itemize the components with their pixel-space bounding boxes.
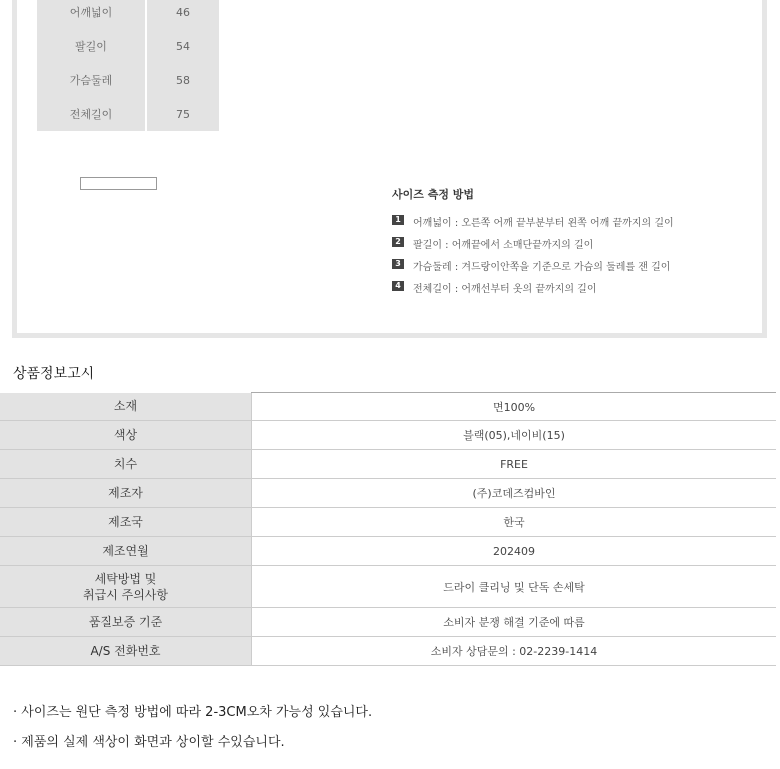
measure-list bbox=[392, 214, 674, 302]
measure-item bbox=[392, 214, 674, 236]
note-text: · 사이즈는 원단 측정 방법에 따라 2-3CM오차 가능성 있습니다. bbox=[13, 705, 373, 720]
measure-item bbox=[392, 258, 674, 280]
product-info-table bbox=[0, 392, 776, 666]
number-badge-icon: 3 bbox=[392, 259, 404, 269]
info-key: A/S 전화번호 bbox=[0, 637, 252, 666]
size-value: 54 bbox=[146, 29, 219, 63]
info-key: 소재 bbox=[0, 393, 252, 421]
info-value: (주)코데즈컴바인 bbox=[252, 479, 777, 508]
number-badge-icon: 2 bbox=[392, 237, 404, 247]
note-text: · 제품의 실제 색상이 화면과 상이할 수있습니다. bbox=[13, 735, 285, 750]
product-info-title: 상품정보고시 bbox=[13, 366, 95, 382]
size-label: 전체길이 bbox=[37, 97, 146, 131]
measure-item bbox=[392, 236, 674, 258]
size-row bbox=[37, 0, 219, 29]
size-label: 가슴둘레 bbox=[37, 63, 146, 97]
info-row bbox=[0, 479, 776, 508]
info-row bbox=[0, 421, 776, 450]
measure-item bbox=[392, 280, 674, 302]
measure-text: 어깨넓이 : 오른쪽 어깨 끝부분부터 왼쪽 어깨 끝까지의 길이 bbox=[413, 218, 674, 229]
number-badge-icon: 1 bbox=[392, 215, 404, 225]
info-value: 소비자 상담문의 : 02-2239-1414 bbox=[252, 637, 777, 666]
info-row bbox=[0, 608, 776, 637]
info-row bbox=[0, 393, 776, 421]
size-value: 46 bbox=[146, 0, 219, 29]
notes bbox=[13, 703, 372, 763]
info-row bbox=[0, 566, 776, 608]
info-key: 세탁방법 및 취급시 주의사항 bbox=[0, 566, 252, 608]
size-label: 어깨넓이 bbox=[37, 0, 146, 29]
info-key: 제조자 bbox=[0, 479, 252, 508]
measure-text: 팔길이 : 어깨끝에서 소매단끝까지의 길이 bbox=[413, 240, 594, 251]
measure-text: 가슴둘레 : 겨드랑이안쪽을 기준으로 가슴의 둘레를 잰 길이 bbox=[413, 262, 671, 273]
info-value: 202409 bbox=[252, 537, 777, 566]
info-row bbox=[0, 508, 776, 537]
info-key: 치수 bbox=[0, 450, 252, 479]
size-value: 58 bbox=[146, 63, 219, 97]
info-value: 블랙(05),네이비(15) bbox=[252, 421, 777, 450]
info-row bbox=[0, 450, 776, 479]
size-panel bbox=[12, 0, 767, 338]
info-key: 제조국 bbox=[0, 508, 252, 537]
info-value: FREE bbox=[252, 450, 777, 479]
info-row bbox=[0, 637, 776, 666]
size-table bbox=[37, 0, 219, 131]
info-key: 품질보증 기준 bbox=[0, 608, 252, 637]
size-row bbox=[37, 97, 219, 131]
info-value: 한국 bbox=[252, 508, 777, 537]
measure-text: 전체길이 : 어깨선부터 옷의 끝까지의 길이 bbox=[413, 284, 597, 295]
info-value: 소비자 분쟁 해결 기준에 따름 bbox=[252, 608, 777, 637]
info-key: 제조연월 bbox=[0, 537, 252, 566]
info-row bbox=[0, 537, 776, 566]
number-badge-icon: 4 bbox=[392, 281, 404, 291]
size-row bbox=[37, 63, 219, 97]
size-value: 75 bbox=[146, 97, 219, 131]
size-row bbox=[37, 29, 219, 63]
size-measure-guide bbox=[392, 186, 674, 302]
measure-title: 사이즈 측정 방법 bbox=[392, 188, 475, 201]
size-input-box bbox=[80, 177, 157, 190]
info-value: 드라이 클리닝 및 단독 손세탁 bbox=[252, 566, 777, 608]
size-label: 팔길이 bbox=[37, 29, 146, 63]
info-value: 면100% bbox=[252, 393, 777, 421]
info-key: 색상 bbox=[0, 421, 252, 450]
